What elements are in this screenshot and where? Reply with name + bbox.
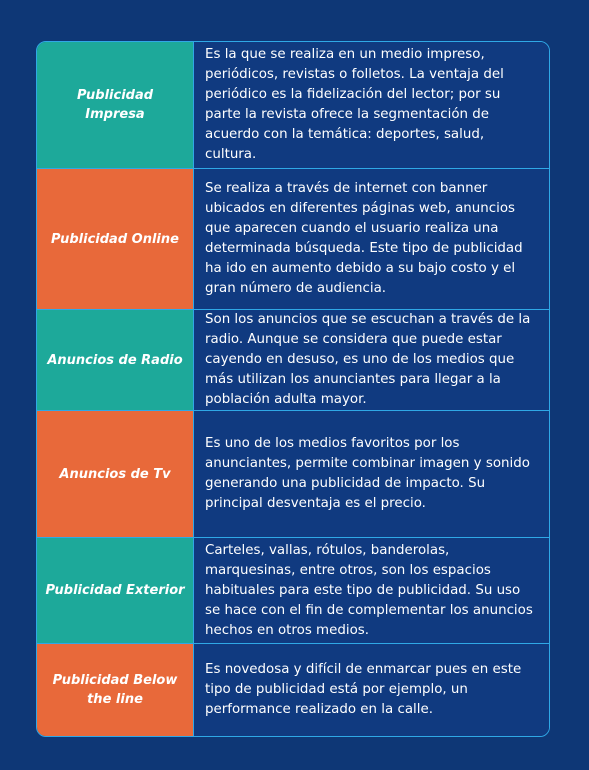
row-label: Publicidad Online bbox=[37, 169, 194, 309]
row-description bbox=[194, 644, 549, 736]
table-row bbox=[37, 537, 549, 643]
row-description-text: Es uno de los medios favoritos por los anunciantes, permite combinar imagen y sonido generando una publicidad de impacto. Su principal desventaja es el precio. bbox=[205, 436, 530, 511]
row-description-text: Son los anuncios que se escuchan a través de la radio. Aunque se considera que puede estar cayendo en desuso, es uno de los medios que más utilizan los anunciantes para llegar a la población adulta mayor. bbox=[205, 312, 531, 407]
table-row bbox=[37, 643, 549, 736]
row-description-text: Carteles, vallas, rótulos, banderolas, marquesinas, entre otros, son los espacios habituales para este tipo de publicidad. Su uso se hace con el fin de complementar los anuncios hechos en otros medios. bbox=[205, 542, 533, 638]
row-description bbox=[194, 538, 549, 643]
row-description-text: Es la que se realiza en un medio impreso, periódicos, revistas o folletos. La ventaja del periódico es la fidelización del lector; por su parte la revista ofrece la segmentación de acuerdo con la temática: deportes, salud, cultura. bbox=[205, 47, 504, 162]
row-description-text: Se realiza a través de internet con banner ubicados en diferentes páginas web, anuncios que aparecen cuando el usuario realiza una determinada búsqueda. Este tipo de publicidad ha ido en aumento debido a su bajo costo y el gran número de audiencia. bbox=[205, 181, 523, 296]
row-description bbox=[194, 169, 549, 309]
row-label: Anuncios de Radio bbox=[37, 310, 194, 410]
row-label: Publicidad Below the line bbox=[37, 644, 194, 736]
row-label: Publicidad Exterior bbox=[37, 538, 194, 643]
row-description bbox=[194, 310, 549, 410]
row-label: Publicidad Impresa bbox=[37, 42, 194, 168]
row-description bbox=[194, 42, 549, 168]
row-description-text: Es novedosa y difícil de enmarcar pues en este tipo de publicidad está por ejemplo, un performance realizado en la calle. bbox=[205, 662, 522, 717]
table-row bbox=[37, 309, 549, 410]
row-label: Anuncios de Tv bbox=[37, 411, 194, 537]
table-row bbox=[37, 168, 549, 309]
advertising-types-table bbox=[36, 41, 550, 737]
table-row bbox=[37, 42, 549, 168]
row-description bbox=[194, 411, 549, 537]
table-row bbox=[37, 410, 549, 537]
